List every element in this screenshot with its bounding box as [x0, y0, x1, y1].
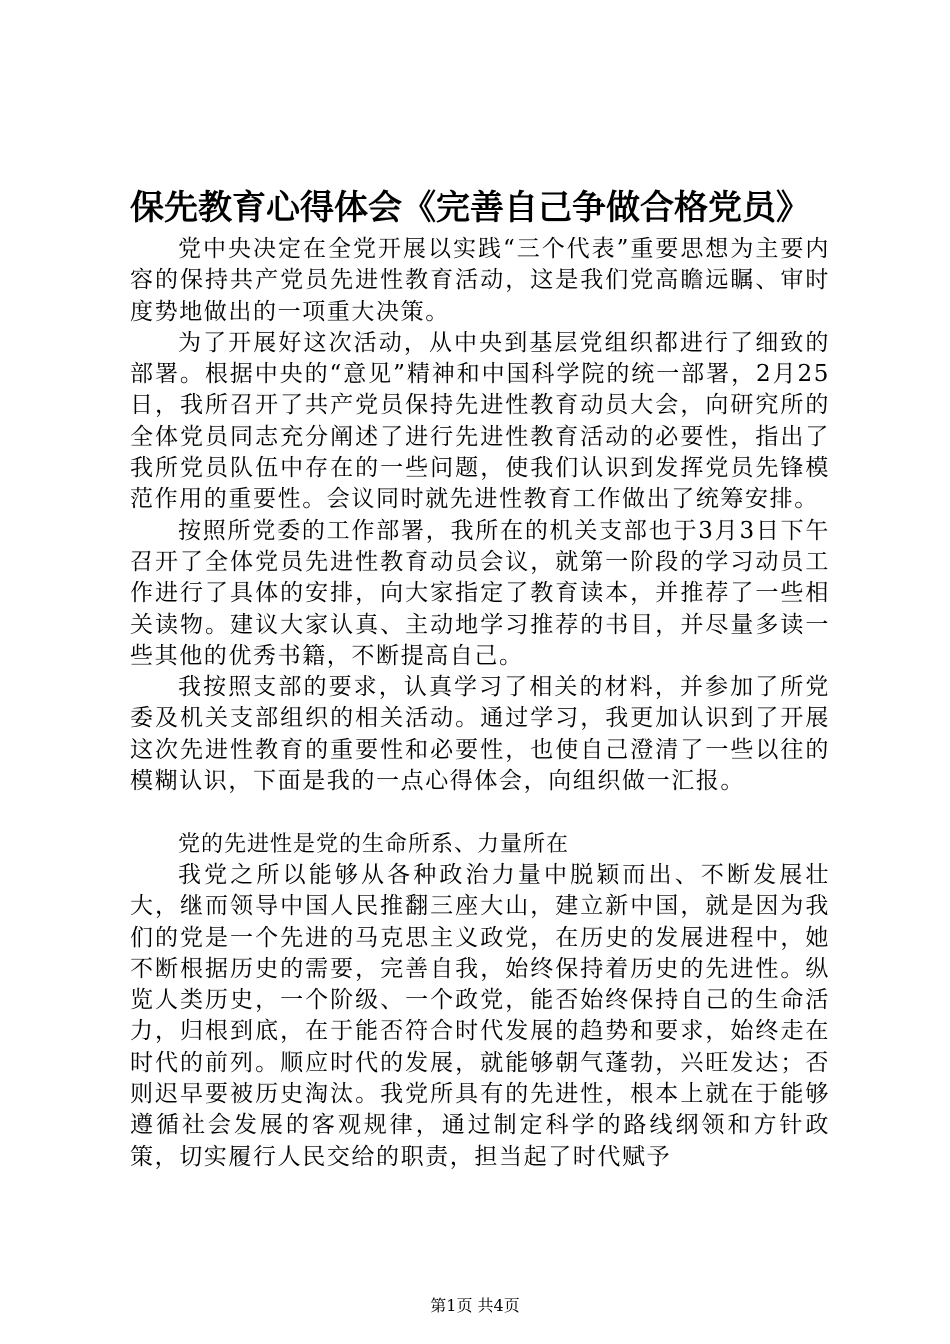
paragraph-4: 我按照支部的要求，认真学习了相关的材料，并参加了所党委及机关支部组织的相关活动。通过学习，我更加认识到了开展这次先进性教育的重要性和必要性，也使自己澄清了一些以往的模糊认识，下面是我的一点心得体会，向组织做一汇报。 — [130, 674, 830, 795]
document-body — [130, 234, 830, 1173]
paragraph-2: 为了开展好这次活动，从中央到基层党组织都进行了细致的部署。根据中央的“意见”精神和中国科学院的统一部署，2月25日，我所召开了共产党员保持先进性教育动员大会，向研究所的全体党员同志充分阐述了进行先进性教育活动的必要性，指出了我所党员队伍中存在的一些问题，使我们认识到发挥党员先锋模范作用的重要性。会议同时就先进性教育工作做出了统筹安排。 — [130, 329, 830, 513]
paragraph-1: 党中央决定在全党开展以实践“三个代表”重要思想为主要内容的保持共产党员先进性教育活动，这是我们党高瞻远瞩、审时度势地做出的一项重大决策。 — [130, 236, 830, 325]
paragraph-3: 按照所党委的工作部署，我所在的机关支部也于3月3日下午召开了全体党员先进性教育动员会议，就第一阶段的学习动员工作进行了具体的安排，向大家指定了教育读本，并推荐了一些相关读物。建议大家认真、主动地学习推荐的书目，并尽量多读一些其他的优秀书籍，不断提高自己。 — [130, 517, 830, 669]
section-subheading: 党的先进性是党的生命所系、力量所在 — [178, 831, 570, 857]
paragraph-spacer — [130, 797, 830, 828]
document-title: 保先教育心得体会《完善自己争做合格党员》 — [130, 188, 810, 228]
page-footer: 第1页 共4页 — [430, 1296, 520, 1315]
paragraph-5: 我党之所以能够从各种政治力量中脱颖而出、不断发展壮大，继而领导中国人民推翻三座大山，建立新中国，就是因为我们的党是一个先进的马克思主义政党，在历史的发展进程中，她不断根据历史的需要，完善自我，始终保持着历史的先进性。纵览人类历史，一个阶级、一个政党，能否始终保持自己的生命活力，归根到底，在于能否符合时代发展的趋势和要求，始终走在时代的前列。顺应时代的发展，就能够朝气蓬勃，兴旺发达；否则迟早要被历史淘汰。我党所具有的先进性，根本上就在于能够遵循社会发展的客观规律，通过制定科学的路线纲领和方针政策，切实履行人民交给的职责，担当起了时代赋予 — [130, 861, 830, 1170]
